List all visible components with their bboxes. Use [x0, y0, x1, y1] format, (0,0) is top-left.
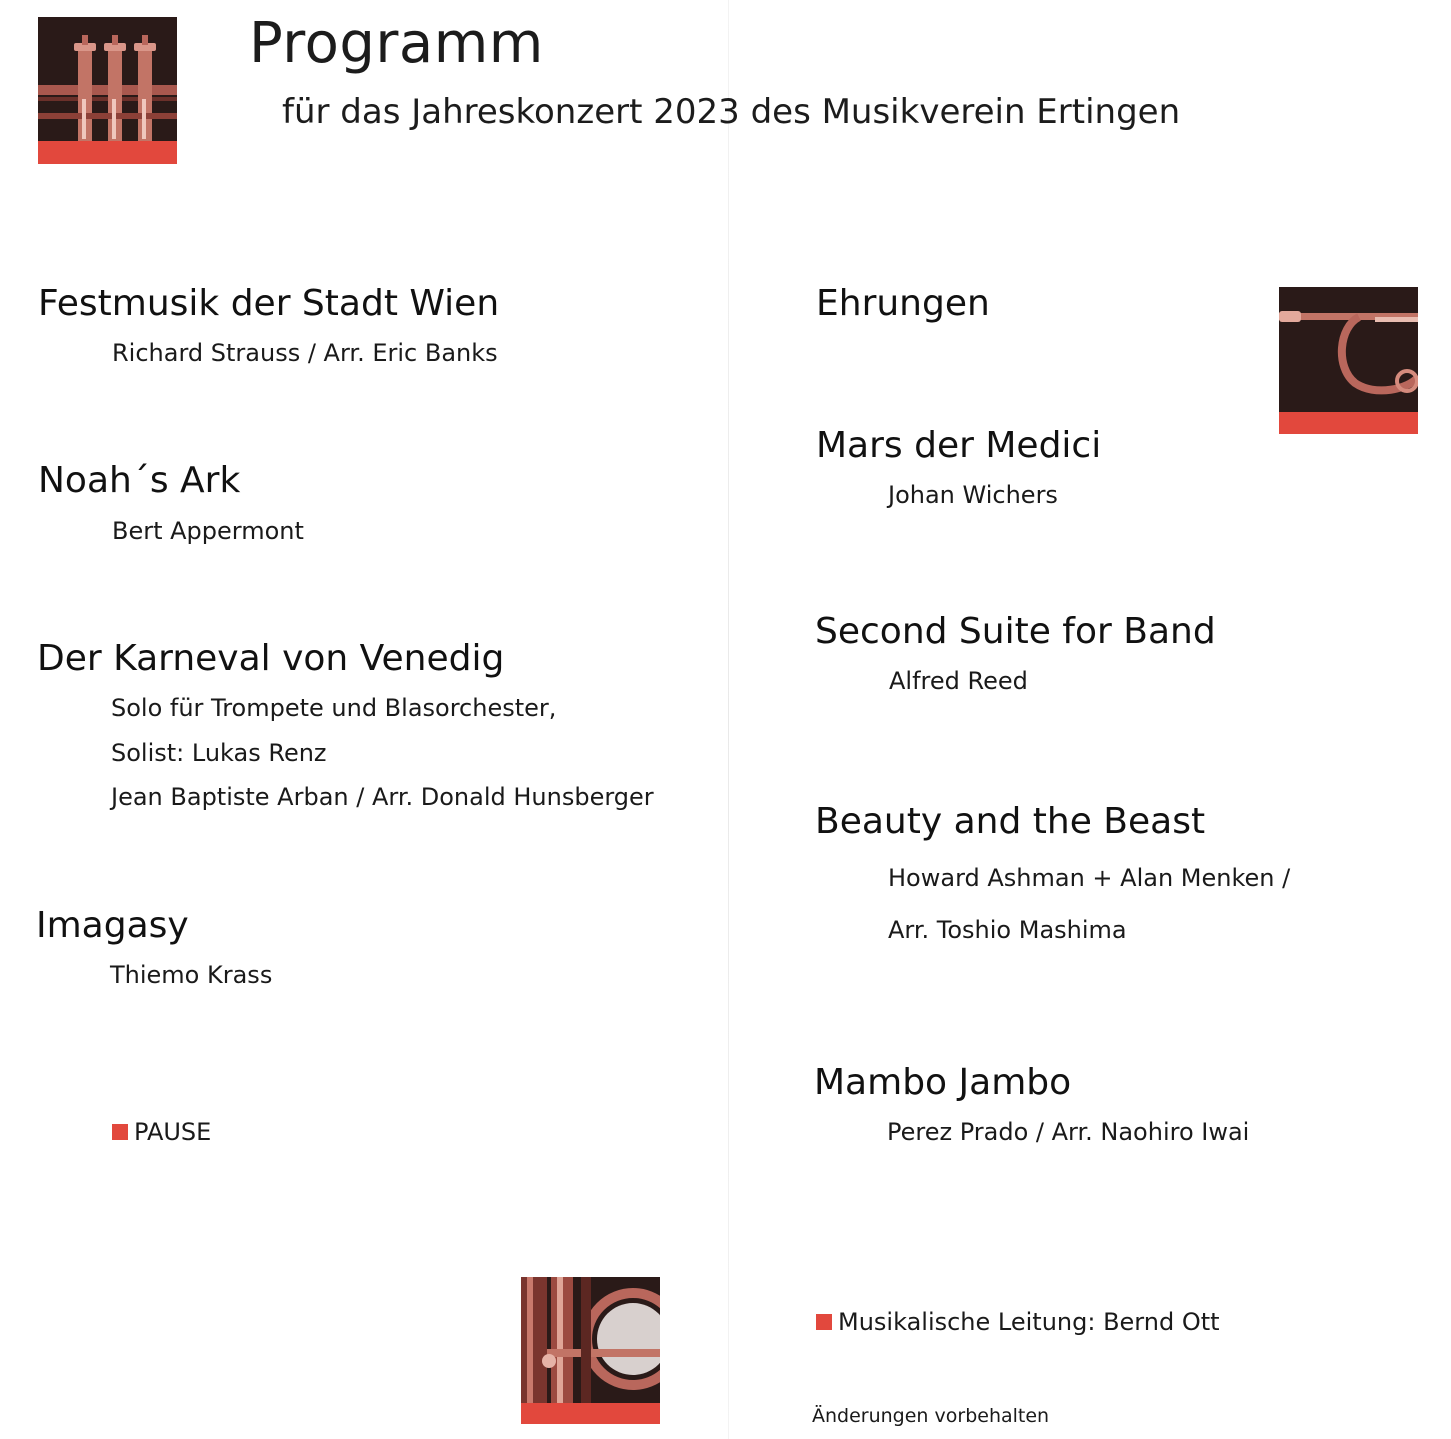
program-item-credit: Jean Baptiste Arban / Arr. Donald Hunsberger	[111, 783, 654, 811]
program-item-title: Festmusik der Stadt Wien	[38, 283, 500, 324]
red-square-bullet-icon	[112, 1124, 128, 1140]
program-item-title: Second Suite for Band	[815, 611, 1216, 652]
program-item-credit: Solo für Trompete und Blasorchester,	[111, 694, 557, 722]
program-item-credit: Solist: Lukas Renz	[111, 739, 327, 767]
red-square-bullet-icon	[816, 1314, 832, 1330]
pause-label: PAUSE	[112, 1118, 211, 1146]
conductor-line: Musikalische Leitung: Bernd Ott	[816, 1308, 1220, 1336]
page-subtitle: für das Jahreskonzert 2023 des Musikverein Ertingen	[282, 92, 1181, 132]
instrument-tubing-photo-icon	[521, 1277, 660, 1424]
program-item-credit: Thiemo Krass	[110, 961, 273, 989]
program-item-credit: Perez Prado / Arr. Naohiro Iwai	[887, 1118, 1250, 1146]
program-item-credit: Howard Ashman + Alan Menken /	[888, 864, 1291, 892]
program-item-title: Noah´s Ark	[38, 460, 241, 501]
page-fold	[728, 0, 729, 1439]
page-title: Programm	[249, 11, 544, 76]
program-item-title: Mambo Jambo	[814, 1062, 1072, 1103]
program-item-title: Imagasy	[36, 905, 189, 946]
program-item-credit: Arr. Toshio Mashima	[888, 916, 1127, 944]
disclaimer-note: Änderungen vorbehalten	[812, 1405, 1050, 1427]
program-item-title: Ehrungen	[816, 283, 990, 324]
program-item-title: Der Karneval von Venedig	[37, 638, 505, 679]
program-item-credit: Bert Appermont	[112, 517, 304, 545]
program-item-credit: Johan Wichers	[888, 481, 1058, 509]
program-item-credit: Alfred Reed	[889, 667, 1028, 695]
program-item-title: Beauty and the Beast	[815, 801, 1206, 842]
program-item-credit: Richard Strauss / Arr. Eric Banks	[112, 339, 498, 367]
trumpet-bell-photo-icon	[1279, 287, 1418, 434]
program-item-title: Mars der Medici	[816, 425, 1102, 466]
trumpet-valves-photo-icon	[38, 17, 177, 164]
